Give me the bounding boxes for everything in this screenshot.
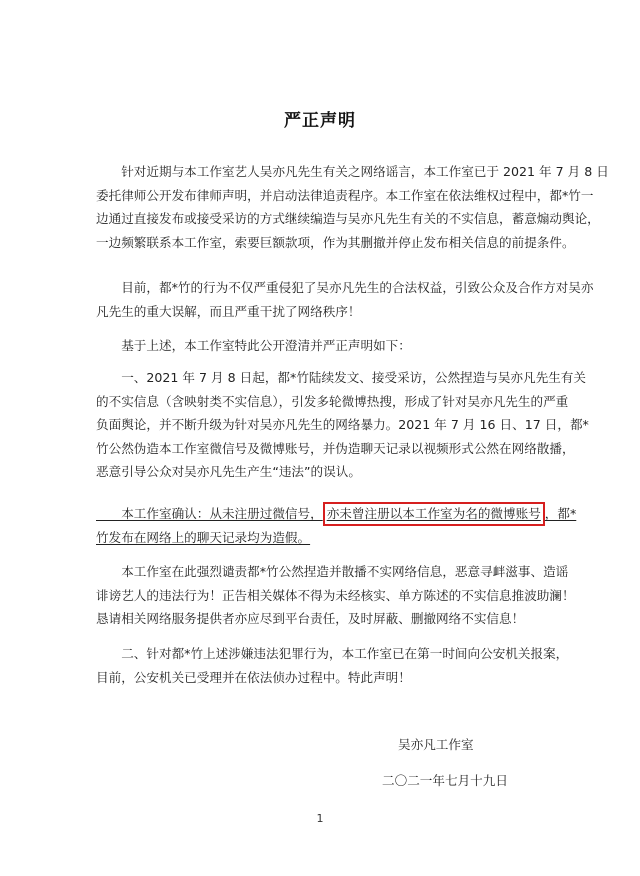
text-line: 边通过直接发布或接受采访的方式继续编造与吴亦凡先生有关的不实信息，蓄意煽动舆论， [96,211,600,227]
text-line: 恶意引导公众对吴亦凡先生产生“违法”的误认。 [96,464,361,480]
confirmation-line [96,526,546,550]
paragraph-point-one [96,366,589,484]
confirmation-text: ，都* [544,506,577,521]
text-line: 恳请相关网络服务提供者亦应尽到平台责任，及时屏蔽、删撤网络不实信息！ [96,611,525,627]
text-line: 一、2021 年 7 月 8 日起，都*竹陆续发文、接受采访，公然捏造与吴亦凡先生有关 [96,370,586,385]
text-line: 凡先生的重大误解，而且严重干扰了网络秩序！ [96,303,361,319]
paragraph-current-situation [96,276,594,323]
text-line: 基于上述，本工作室特此公开澄清并严正声明如下： [96,338,411,353]
paragraph-condemnation [96,560,575,631]
text-line: 诽谤艺人的违法行为！正告相关媒体不得为未经核实、单方陈述的不实信息推波助澜！ [96,587,575,603]
document-title: 严正声明 [284,111,356,131]
text-line: 委托律师公开发布律师声明，并启动法律追责程序。本工作室在依法维权过程中，都*竹一 [96,187,594,203]
text-line: 的不实信息（含映射类不实信息），引发多轮微博热搜，形成了针对吴亦凡先生的严重 [96,393,569,409]
text-line: 针对近期与本工作室艺人吴亦凡先生有关之网络谣言，本工作室已于 2021 年 7 月 8 日 [96,164,609,179]
text-line: 二、针对都*竹上述涉嫌违法犯罪行为，本工作室已在第一时间向公安机关报案， [96,646,569,661]
text-line: 竹公然伪造本工作室微信号及微博账号，并伪造聊天记录以视频形式公然在网络散播， [96,440,575,456]
page-number: 1 [316,812,324,825]
paragraph-confirmation [96,502,577,549]
text-line: 目前，公安机关已受理并在依法侦办过程中。特此声明！ [96,669,411,685]
confirmation-text: 竹发布在网络上的聊天记录均为造假。 [96,529,311,545]
paragraph-intro [96,160,609,254]
text-line: 一边频繁联系本工作室，索要巨额款项，作为其删撤并停止发布相关信息的前提条件。 [96,234,575,250]
paragraph-point-two [96,642,569,689]
text-line: 目前，都*竹的行为不仅严重侵犯了吴亦凡先生的合法权益，引致公众及合作方对吴亦 [96,280,594,295]
paragraph-statement-lead [96,334,546,358]
highlighted-statement: 亦未曾注册以本工作室为名的微博账号 [323,502,545,526]
confirmation-line [96,502,577,526]
text-line: 负面舆论，并不断升级为针对吴亦凡先生的网络暴力。2021 年 7 月 16 日、17 日，都* [96,417,589,433]
signature-date: 二〇二一年七月十九日 [382,773,508,788]
text-line: 本工作室在此强烈谴责都*竹公然捏造并散播不实网络信息，恶意寻衅滋事、造谣 [96,564,569,579]
confirmation-text: 本工作室确认：从未注册过微信号， [96,506,323,521]
signature: 吴亦凡工作室 [398,737,474,752]
